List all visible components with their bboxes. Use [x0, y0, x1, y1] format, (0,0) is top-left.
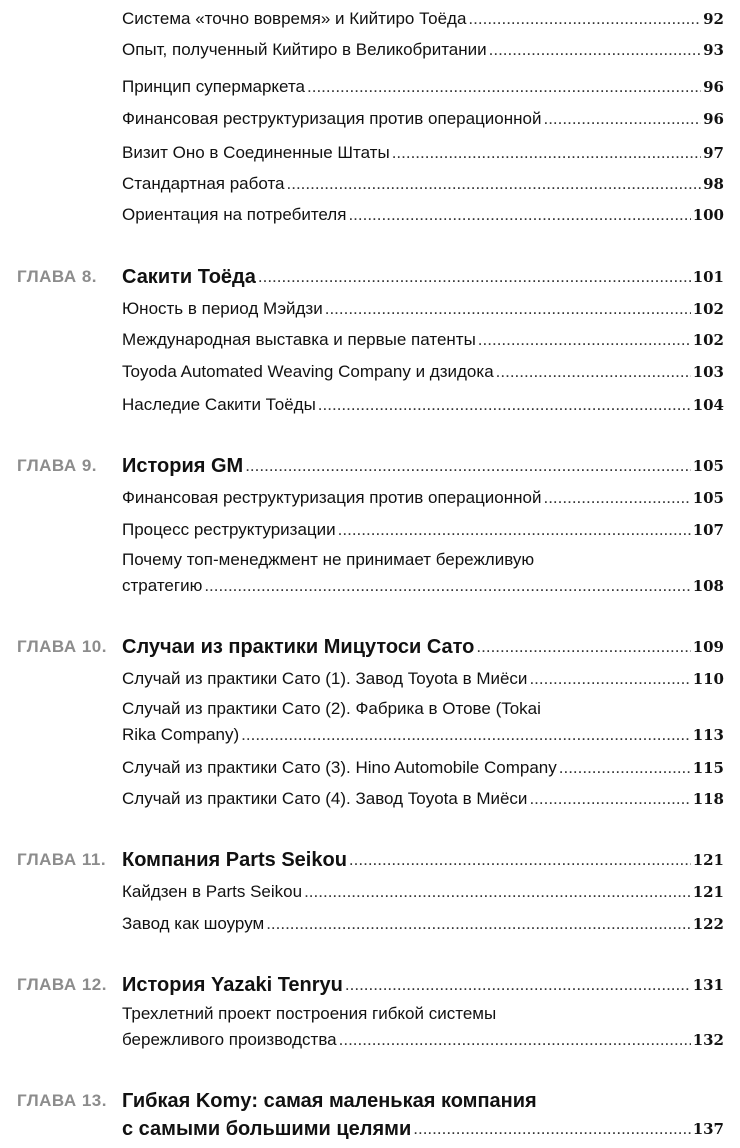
leader-dots — [468, 6, 701, 32]
chapter-label: ГЛАВА 13. — [17, 1091, 107, 1110]
leader-dots — [489, 37, 701, 63]
page-number: 96 — [703, 78, 724, 96]
page-number: 115 — [692, 759, 724, 777]
page-number: 121 — [692, 851, 724, 869]
leader-dots — [339, 1027, 691, 1053]
entry-title: Финансовая реструктуризация против операционной — [122, 109, 542, 128]
chapter-title: История GM — [122, 455, 244, 477]
leader-dots — [204, 573, 690, 599]
leader-dots — [307, 74, 701, 100]
leader-dots — [496, 359, 691, 385]
entry-title: Случай из практики Сато (3). Hino Automobile Company — [122, 758, 557, 777]
page-number: 122 — [692, 915, 724, 933]
chapter-title-line1: Гибкая Komy: самая маленькая компания — [122, 1090, 537, 1112]
chapter-label: ГЛАВА 12. — [17, 975, 107, 994]
entry-title: Визит Оно в Соединенные Штаты — [122, 143, 390, 162]
page-number: 110 — [692, 670, 724, 688]
entry-title: Принцип супермаркета — [122, 77, 305, 96]
page-number: 101 — [692, 268, 724, 286]
entry-title: Toyoda Automated Weaving Company и дзидока — [122, 362, 494, 381]
leader-dots — [266, 911, 691, 937]
leader-dots — [478, 327, 691, 353]
page-number: 108 — [692, 577, 724, 595]
page-number: 104 — [692, 396, 724, 414]
chapter-title: История Yazaki Tenryu — [122, 974, 343, 996]
page-number: 121 — [692, 883, 724, 901]
leader-dots — [529, 786, 690, 812]
leader-dots — [345, 975, 691, 995]
chapter-title: Сакити Тоёда — [122, 266, 256, 288]
page-number: 137 — [692, 1120, 724, 1138]
page-number: 98 — [703, 175, 724, 193]
page-number: 100 — [692, 206, 724, 224]
leader-dots — [258, 267, 691, 287]
entry-title: Стандартная работа — [122, 174, 285, 193]
page-number: 93 — [703, 41, 724, 59]
page-number: 113 — [692, 726, 724, 744]
page-number: 131 — [692, 976, 724, 994]
entry-title: Юность в период Мэйдзи — [122, 299, 323, 318]
entry-title-line2: стратегию — [122, 576, 203, 595]
entry-title-line1: Почему топ-менеджмент не принимает бережливую — [122, 550, 535, 569]
leader-dots — [349, 850, 691, 870]
entry-title-line2: Rika Company) — [122, 725, 240, 744]
leader-dots — [392, 140, 701, 166]
leader-dots — [543, 106, 701, 132]
page-number: 92 — [703, 10, 724, 28]
leader-dots — [304, 879, 691, 905]
leader-dots — [338, 517, 691, 543]
leader-dots — [559, 755, 691, 781]
page-number: 118 — [692, 790, 724, 808]
page-number: 132 — [692, 1031, 724, 1049]
chapter-title-line2: с самыми большими целями — [122, 1118, 412, 1140]
leader-dots — [348, 202, 690, 228]
entry-title-line1: Трехлетний проект построения гибкой системы — [122, 1004, 497, 1023]
chapter-label: ГЛАВА 8. — [17, 267, 98, 286]
page-number: 107 — [692, 521, 724, 539]
chapter-label: ГЛАВА 10. — [17, 637, 107, 656]
page-number: 97 — [703, 144, 724, 162]
leader-dots — [241, 722, 691, 748]
leader-dots — [413, 1119, 690, 1139]
leader-dots — [325, 296, 691, 322]
page-number: 103 — [692, 363, 724, 381]
entry-title-line2: бережливого производства — [122, 1030, 337, 1049]
entry-title: Завод как шоурум — [122, 914, 265, 933]
entry-title: Кайдзен в Parts Seikou — [122, 882, 303, 901]
page-number: 105 — [692, 489, 724, 507]
leader-dots — [529, 666, 690, 692]
page-number: 96 — [703, 110, 724, 128]
leader-dots — [287, 171, 702, 197]
chapter-title: Компания Parts Seikou — [122, 849, 347, 871]
leader-dots — [476, 637, 690, 657]
page-number: 102 — [692, 300, 724, 318]
entry-title: Международная выставка и первые патенты — [122, 330, 476, 349]
leader-dots — [543, 485, 690, 511]
entry-title: Случай из практики Сато (4). Завод Toyota в Миёси — [122, 789, 528, 808]
leader-dots — [318, 392, 691, 418]
entry-title-line1: Случай из практики Сато (2). Фабрика в Отове (Tokai — [122, 699, 541, 718]
entry-title: Процесс реструктуризации — [122, 520, 336, 539]
entry-title: Финансовая реструктуризация против операционной — [122, 488, 542, 507]
chapter-label: ГЛАВА 11. — [17, 850, 107, 869]
entry-title: Случай из практики Сато (1). Завод Toyota в Миёси — [122, 669, 528, 688]
entry-title: Наследие Сакити Тоёды — [122, 395, 316, 414]
page-number: 102 — [692, 331, 724, 349]
chapter-title: Случаи из практики Мицутоси Сато — [122, 636, 475, 658]
chapter-label: ГЛАВА 9. — [17, 456, 98, 475]
page-number: 105 — [692, 457, 724, 475]
entry-title: Опыт, полученный Кийтиро в Великобритании — [122, 40, 487, 59]
entry-title: Ориентация на потребителя — [122, 205, 347, 224]
entry-title: Система «точно вовремя» и Кийтиро Тоёда — [122, 9, 467, 28]
leader-dots — [245, 456, 690, 476]
page-number: 109 — [692, 638, 724, 656]
